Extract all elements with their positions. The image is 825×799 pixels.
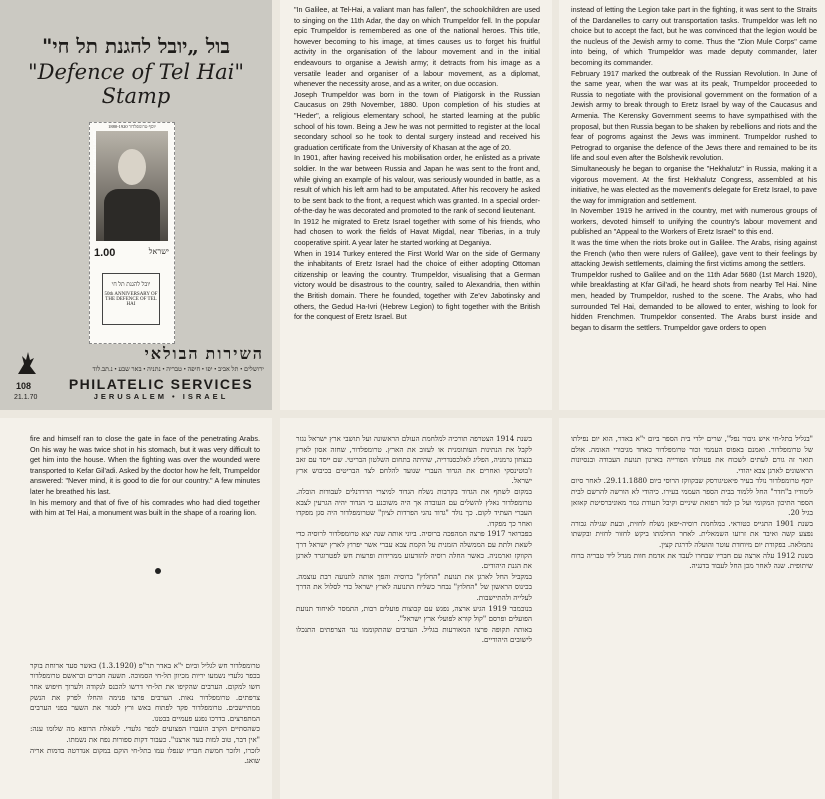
paragraph: When in 1914 Turkey entered the First World War on the side of Germany the inhabitants of Eretz Israel had the choice of either adopting Ottoman citizenship or leaving the country. Trumpeldor, visualising that a German victory would be disastrous to the country, sailed to Alexandria, then within the British domain. There he founded, together with Ze'ev Jabotinsky and others, the Gedud Ha-Ivri (Hebrew Legion) to fight together with the British for the conquest of Eretz Israel. But (294, 248, 540, 322)
hebrew-paragraph: במקביל החל לארגן את תנועת "החלוץ" ברוסיה והפך אותה לתנועה רבת עוצמה. בכינוס הראשון של "החלוץ" נבחר כשליח התנועה לארץ ישראל כדי לסלול את הדרך לעלייה ולהתיישבות. (296, 571, 532, 602)
stamp-tab-english: 50th ANNIVERSARY OF THE DEFENCE OF TEL HAI (104, 292, 158, 307)
paragraph: In his memory and that of five of his comrades who had died together with him at Tel Hai, a monument was built in the shape of a roaring lion. (30, 497, 260, 518)
paragraph: Trumpeldor rushed to Galilee and on the 11th Adar 5680 (1st March 1920), while breakfasting at Kfar Gil'adi, he heard shots from nearby Tel Hai. Nine men, headed by Trumpeldor, rushed to the scene. The Arabs, who had surrounded Tel Hai, demanded to be allowed to enter, wishing to look for hidden Frenchmen. Trumpeldor consented. The Arabs burst inside and began to disarm the settlers. Trumpeldor gave orders to open (571, 269, 817, 332)
cover-title-hebrew: בול „יובל להגנת תל חי" (41, 34, 231, 58)
stamp-country: ישראל (148, 247, 169, 256)
deer-emblem-icon (14, 348, 40, 378)
hebrew-paragraph: כשהסתיים הקרב הועברו הפצועים לכפר גלעדי. לשאלת הרופא מה שלומו ענה: "אין דבר, טוב למות בעד ארצנו". כעבור דקות ספורות נפח את נשמתו. (30, 724, 260, 744)
hebrew-paragraph: "בגליל בתל-חי איש גיבור נפל", שרים ילדי בית הספר ביום י"א באדר, הוא יום נפילתו של טרומפלדור. ואמנם באפוס העממי זכור טרומפלדור כאחד מגיבורי האומה. אולם תואר זה גורם לעתים לשכוח את פעולתו הפורייה בארגון תנועת העבודה ובנסיונות הראשונים לארגן צבא יהודי. (571, 434, 813, 475)
services-city: JERUSALEM • ISRAEL (93, 392, 229, 401)
stamp-image (89, 122, 175, 344)
stamp-portrait (96, 131, 168, 241)
paragraph: Simultaneously he began to organise the "Hekhalutz" in Russia, making it a vigorous movement. At the first Hekhalutz Congress, assembled at his initiative, he was elected as the movement's delegate for Eretz Israel, to pave the way for immigration and settlement. (571, 163, 817, 205)
text-page-2 (280, 0, 552, 410)
services-hebrew: השירות הבולאי (144, 346, 264, 363)
services-english: PHILATELIC SERVICES (68, 376, 254, 392)
paragraph: It was the time when the riots broke out in Galilee. The Arabs, rising against the French (who then were rulers of Galilee), gave vent to their feelings by attacking Jewish settlements, claiming the first victims among the settlers. (571, 238, 817, 269)
text-page-4 (0, 418, 272, 799)
paragraph: In November 1919 he arrived in the country, met with numerous groups of workers, devoted himself to unifying the country's labour movement and published an "Appeal to the Workers of Eretz Israel" to this end. (571, 206, 817, 237)
hebrew-paragraph: בנובמבר 1919 הגיע ארצה, נפגש עם קבוצות פועלים רבות, התמסר לאיחוד תנועת הפועלים ופרסם "קול קורא לפועלי ארץ ישראל". (296, 603, 532, 624)
services-address-hebrew: ירושלים • תל אביב • יפו • חיפה • טבריה • נתניה • באר שבע • נ.תב.לוד (92, 366, 264, 373)
hebrew-paragraph: לזכרו, ולזכר חמשת חבריו שנפלו עמו בתל-חי הוקם במקום אנדרטה בדמות אריה שואג. (30, 745, 260, 766)
paragraph: In 1912 he migrated to Eretz Israel together with some of his friends, who had chosen to work the fields of Havat Migdal, near Tiberias, in a truly cooperative spirit. A year later he started working at Deganiya. (294, 216, 540, 248)
hebrew-paragraph: יוסף טרומפלדור נולד בעיר פיאטיגורסק שבקווקז הרוסי ביום 29.11.1880. לאחר סיום לימודיו ב"חדר" החל ללמוד בבית הספר העממי בעירו. כיהודי לא הורשה להרשם לבית הספר התיכון המקומי ועל כן למד רפואת שיניים וקיבל תעודת גמר מאוניברסיטת קאזאן בגיל 20. (571, 476, 813, 518)
hebrew-paragraph: בשנת 1914 הצטרפה תורכיה למלחמת העולם הראשונה ועל תושבי ארץ ישראל נגזר לקבל את הנתינות העותומנית או לעזוב את הארץ. טרומפלדור, שחזה אסון לארץ בנצחון גרמניה, הפליג לאלכסנדריה, שהיתה בתחום השלטון הבריטי. שם ייסד עם זאב ז'בוטינסקי ואחרים את הגדוד העברי שנועד להלחם לצד הבריטים בכיבוש ארץ ישראל. (296, 434, 532, 486)
text-page-5 (280, 418, 552, 799)
paragraph: "In Galilee, at Tel-Hai, a valiant man has fallen", the schoolchildren are used to singing on the 11th Adar, the day on which Trumpeldor fell. In the popular epic Trumpeldor is remembered as one of the national heroes. This title, however becoming to his image, at times causes us to forget his fruitful activity in the organisation of the labour movement and in the initial endeavours to organise a Jewish army; it detracts from his image as a versatile leader and organiser of a labour movement, as a diplomat, whenever the necessity arose, and as a writer, on due occasion. (294, 5, 540, 89)
paragraph: instead of letting the Legion take part in the fighting, it was sent to the Straits of the Dardanelles to carry out transportation tasks. Trumpeldor was left no choice but to accept the fact, but he was convinced that the legion would be the nucleus of the Jewish army to come. Thus the "Zion Mule Corps" came into being, of which Trumpeldor was made deputy commander, later becoming its commander. (571, 5, 817, 67)
hebrew-paragraph: טרומפלדור חש לגליל וביום י"א באדר תר"פ (1.3.1920) כאשר סעד ארוחת בוקר בכפר גלעדי נשמעו יריות מכיוון תל-חי הסמוכה. תשעה חברים ובראשם טרומפלדור חשו למקום. הערבים שהקיפו את תל-חי דרשו להכנס לנקודה ולערוך חיפוש אחר צרפתים. טרומפלדור נאות. הערבים פרצו פנימה והחלו לפרק את הנשק ממתיישבים. טרומפלדור פקד לפתוח באש ורץ לסגור את השער בפני הערבים המתפרצים. בדרכו נפגע פעמיים בבטנו. (30, 660, 260, 723)
stamp-value: 1.00 (94, 247, 116, 259)
hebrew-paragraph: בשנת 1901 התגייס כטוראי. במלחמת רוסיה-יפאן נשלח לחזית, ובעת שגילה גבורה נפצע קשה ואיבד את זרועו השמאלית. לאחר החלמתו ביקש לחזור לחזית ובקשתו נתמלאה. בפקודת יום מיוחדת עוטר והועלה לדרגת קצין. (571, 518, 813, 549)
paragraph: In 1901, after having received his mobilisation order, he enlisted as a private soldier. In the war between Russia and Japan he was sent to the front and, while giving an example of his valour, was seriously wounded in battle, as a result of which his left arm had to be amputated. After his recovery he asked to be sent back to the front, a request which was granted. In a special order-of-the-day he was decorated and promoted to the rank of second lieutenant. (294, 153, 540, 216)
stamp-top-text: 1880-1920 יוסף טרומפלדור (108, 124, 156, 129)
hebrew-paragraph: בשנת 1912 עלה ארצה עם חבריו שבחרו לעבד את אדמת חוות מגדל ליד טבריה ברוח שיתופית. שנה לאחר מכן החל לעבוד בדגניה. (571, 550, 813, 571)
separator-dot (155, 568, 161, 574)
paragraph: Joseph Trumpeldor was born in the town of Piatigorsk in the Russian Caucasus on 29th November, 1880. Upon completion of his studies at "Heder", a religious elementary school, he started learning at the public school of his town. Being a Jew he was not permitted to register at the local secondary school so he took to dental surgery instead and received his graduation certificate from the University of Khasan at the age of 20. (294, 89, 540, 152)
hebrew-paragraph: במקום לשתף את הגדוד בקרבות נשלח הגדוד למיצרי הדרדנלים לעבודות הובלה. טרומפלדור נאלץ להשלים עם העובדה אך היה משוכנע כי הגדוד יהיה הגרעין לצבא העברי העתיד לקום. כך נולד "גדוד נהגי הפרדות לציון" שטרומפלדור היה סגן מפקדו ואחר כך מפקדו. (296, 486, 532, 528)
stamp-tab-hebrew: יובל להגנת תל חי (111, 282, 151, 288)
cover-page (0, 0, 272, 410)
portrait-face (118, 149, 146, 185)
text-page-6 (559, 418, 825, 799)
portrait-body (104, 189, 160, 241)
hebrew-paragraph: באותה תקופה פרצו המאורעות בגליל. הערבים שהתקוממו נגד הצרפתים התנכלו לישובים היהודיים. (296, 624, 532, 645)
leaflet-code: 108 (16, 381, 32, 391)
hebrew-paragraph: בפברואר 1917 פרצה המהפכה ברוסיה. ביוני אותה שנה יצא טרומפלדור לרוסיה כדי לשאת ולתת עם הממשלה הזמנית על הקמת צבא עברי אשר יפרוץ לארץ ישראל דרך הקווקז וארמניה. כאשר החלה רוסיה להזדעזע ממרידות ופרעות חש לפטרוגרד לארגן את הגנת היהודים. (296, 529, 532, 571)
stamp-tab (102, 273, 160, 325)
stamp-vertical-text: JOSEPH TRUMPELDOR (92, 131, 97, 174)
cover-title-english: "Defence of Tel Hai" Stamp (27, 60, 244, 108)
issue-date: 21.1.70 (14, 394, 38, 401)
text-page-3 (559, 0, 825, 410)
paragraph: fire and himself ran to close the gate in face of the penetrating Arabs. On his way he was twice shot in his stomach, but it was very difficult to get him into the house. When the fighting was over the wounded were transported to Kefar Gil'adi. Asked by the doctor how he felt, Trumpeldor answered: "Never mind, it is good to die for our country." A few minutes later he breathed his last. (30, 434, 260, 496)
paragraph: February 1917 marked the outbreak of the Russian Revolution. In June of the same year, when the war was at its peak, Trumpeldor proceeded to Russia to negotiate with the provisional government on the formation of a Jewish army to break through to Eretz Israel by way of the Caucasus and Armenia. The Kerensky Government seems to have sympathised with the proposal, but then Russia began to be shaken by rebellions and riots and the fear of pogroms against the Jews was imminent. Trumpeldor rushed to Petrograd to organise the defence of the Jews there and remained to be its life and soul even after the Bolshevik revolution. (571, 68, 817, 163)
